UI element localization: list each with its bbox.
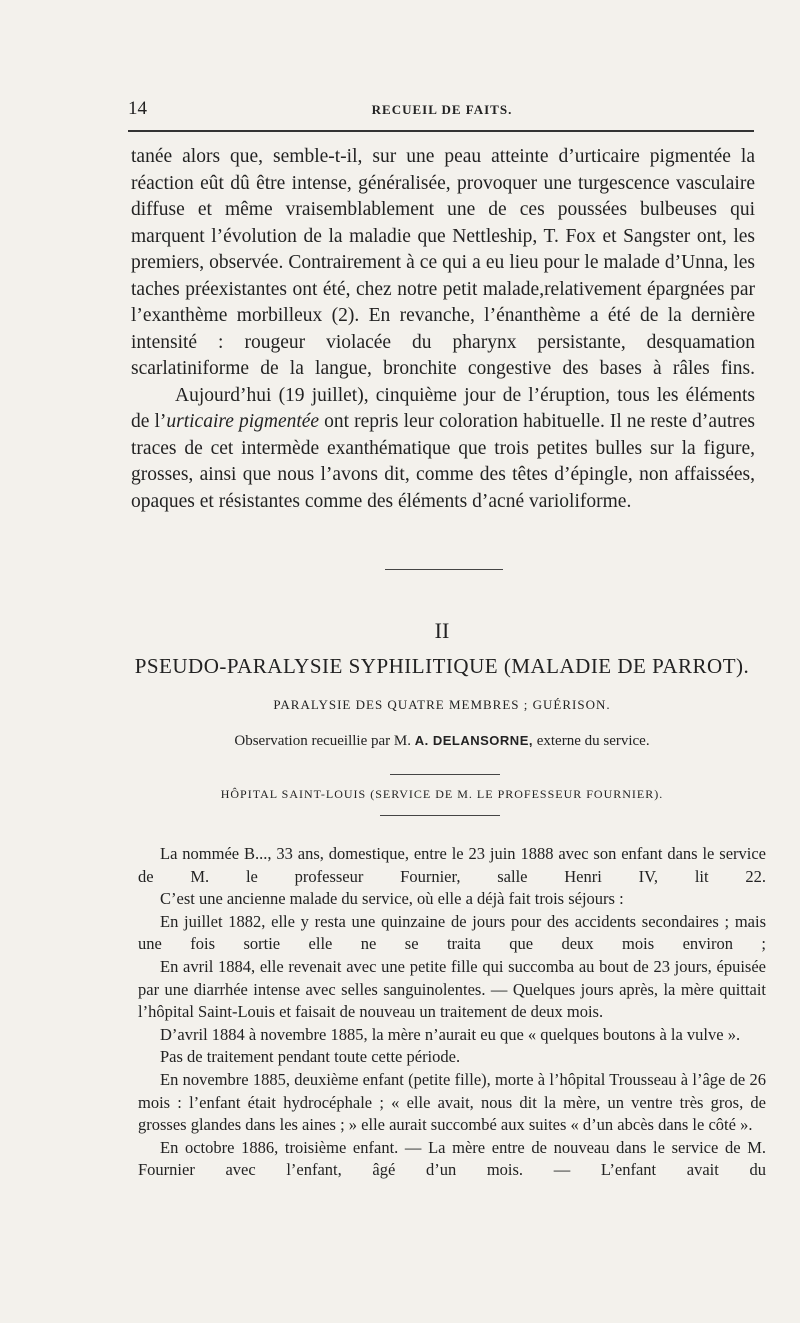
hospital-line: HÔPITAL SAINT-LOUIS (SERVICE DE M. LE PROFESSEUR FOURNIER).: [220, 787, 664, 801]
paragraph: En juillet 1882, elle y resta une quinzaine de jours pour des accidents secondaires ; mais une fois sortie elle ne se traita que deux mois environ ;: [138, 911, 766, 954]
section-1-text: [131, 144, 755, 515]
running-title: RECUEIL DE FAITS.: [371, 102, 513, 117]
section-numeral: II: [434, 618, 450, 643]
paragraph: D’avril 1884 à novembre 1885, la mère n’aurait eu que « quelques boutons à la vulve ».: [160, 1024, 741, 1044]
paragraph: tanée alors que, semble-t-il, sur une peau atteinte d’urticaire pigmentée la réaction eût dû être intense, généralisée, provoquer une turgescence vasculaire diffuse et même vraisemblablement une de ces poussées bulbeuses qui marquent l’évolution de la maladie que Nettleship, T. Fox et Sangster ont, les premiers, observée. Contrairement à ce qui a eu lieu pour le malade d’Unna, les taches préexistantes ont été, chez notre petit malade,relativement épargnées par l’exanthème morbilleux (2). En revanche, l’énanthème a été de la dernière intensité : rougeur violacée du pharynx persistante, desquamation scarlatiniforme de la langue, bronchite congestive des bases à râles fins.: [131, 146, 755, 379]
observation-text: [138, 843, 766, 1182]
hospital-divider: [380, 815, 500, 816]
section-subtitle: PARALYSIE DES QUATRE MEMBRES ; GUÉRISON.: [273, 697, 611, 712]
section-divider: [385, 569, 503, 570]
paragraph: Aujourd’hui (19 juillet), cinquième jour de l’éruption, tous les éléments de l’urticaire pigmentée ont repris leur coloration habituelle. Il ne reste d’autres traces de cet intermède exanthématique que trois petites bulles sur la figure, grosses, ainsi que nous l’avons dit, comme des têtes d’épingle, non affaissées, opaques et résistantes comme des éléments d’acné varioliforme.: [131, 384, 755, 512]
paragraph: Pas de traitement pendant toute cette période.: [160, 1047, 461, 1067]
paragraph: C’est une ancienne malade du service, où elle a déjà fait trois séjours :: [160, 889, 624, 909]
header-rule: [128, 130, 754, 132]
observation-credit: Observation recueillie par M. A. DELANSORNE, externe du service.: [234, 733, 650, 749]
paragraph: En novembre 1885, deuxième enfant (petite fille), morte à l’hôpital Trousseau à l’âge de 26 mois : l’enfant était hydrocéphale ; « elle avait, nous dit la mère, un ventre très gros, de grosses glandes dans les aines ; » elle aurait succombé aux suites « d’un abcès dans le côté ».: [138, 1069, 766, 1135]
author-name: A. DELANSORNE,: [414, 733, 533, 748]
section-title: PSEUDO-PARALYSIE SYPHILITIQUE (MALADIE DE PARROT).: [134, 654, 750, 678]
paragraph: En avril 1884, elle revenait avec une petite fille qui succomba au bout de 23 jours, épuisée par une diarrhée intense avec selles sanguinolentes. — Quelques jours après, la mère quittait l’hôpital Saint-Louis et faisait de nouveau un traitement de deux mois.: [138, 956, 766, 1022]
page-header: [128, 98, 756, 124]
paragraph: En octobre 1886, troisième enfant. — La mère entre de nouveau dans le service de M. Fournier avec l’enfant, âgé d’un mois. — L’enfant avait du: [138, 1137, 766, 1180]
page-number: 14: [128, 98, 147, 119]
italic-term: urticaire pigmentée: [166, 411, 320, 432]
credit-divider: [390, 774, 500, 775]
paragraph: La nommée B..., 33 ans, domestique, entre le 23 juin 1888 avec son enfant dans le service de M. le professeur Fournier, salle Henri IV, lit 22.: [138, 844, 766, 886]
